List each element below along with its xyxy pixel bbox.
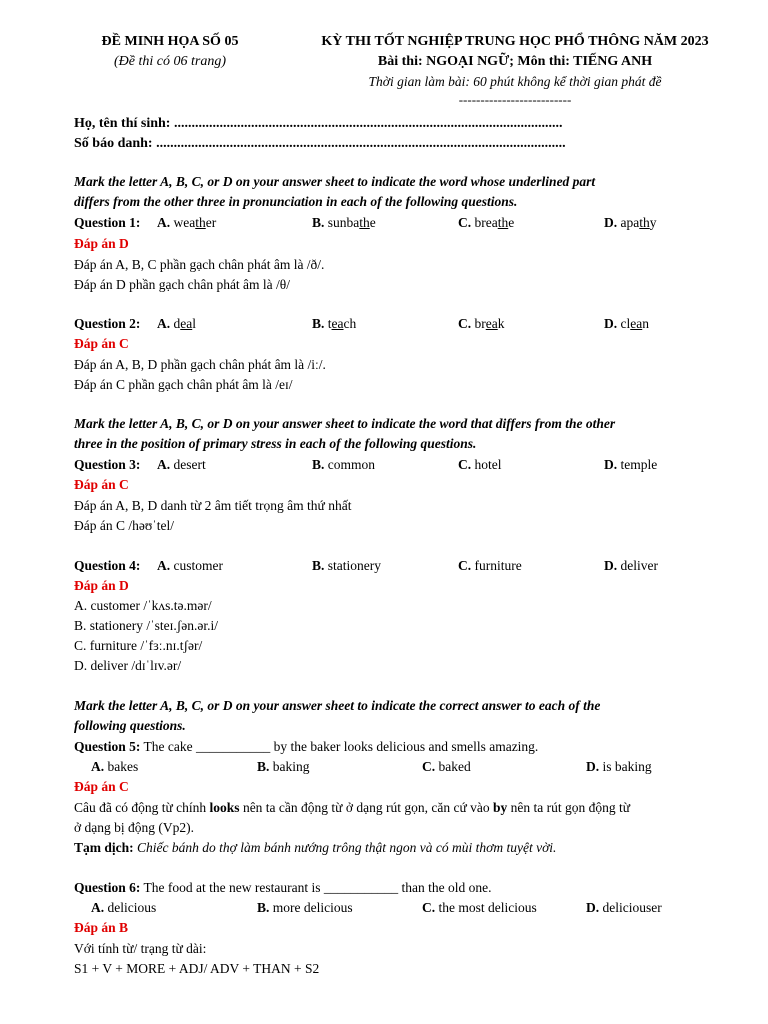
q2-option-c: C. break <box>458 316 505 331</box>
q6-answer: Đáp án B <box>74 920 129 935</box>
q2-option-b: B. teach <box>312 316 357 331</box>
header-divider: -------------------------- <box>458 92 572 107</box>
q5-explanation-2: ở dạng bị động (Vp2). <box>74 820 194 835</box>
q4-explanation-4: D. deliver /dɪˈlɪv.ər/ <box>74 658 182 673</box>
exam-title: KỲ THI TỐT NGHIỆP TRUNG HỌC PHỔ THÔNG NĂM 2023 <box>321 34 709 49</box>
q6-option-c: C. the most delicious <box>422 900 537 915</box>
q1-explanation-1: Đáp án A, B, C phần gạch chân phát âm là /ð/. <box>74 257 325 272</box>
q2-stem: Question 2: <box>74 316 141 331</box>
q5-option-b: B. baking <box>257 759 310 774</box>
q4-option-c: C. furniture <box>458 558 522 573</box>
section2-instruction-line1: Mark the letter A, B, C, or D on your answer sheet to indicate the word that differs from the other <box>74 416 616 431</box>
section3-instruction-line1: Mark the letter A, B, C, or D on your answer sheet to indicate the correct answer to each of the <box>74 698 601 713</box>
time-note: Thời gian làm bài: 60 phút không kể thời gian phát đề <box>368 74 662 89</box>
q1-explanation-2: Đáp án D phần gạch chân phát âm là /θ/ <box>74 277 291 292</box>
q4-explanation-2: B. stationery /ˈsteɪ.ʃən.ər.i/ <box>74 618 218 633</box>
q4-option-d: D. deliver <box>604 558 658 573</box>
q6-explanation-1: Với tính từ/ trạng từ dài: <box>74 941 207 956</box>
q3-explanation-2: Đáp án C /həʊˈtel/ <box>74 518 175 533</box>
candidate-name-row <box>74 116 562 132</box>
q5-option-a: A. bakes <box>91 759 139 774</box>
q6-option-a: A. delicious <box>91 900 157 915</box>
candidate-id-label: Số báo danh: <box>74 136 153 151</box>
q2-explanation-2: Đáp án C phần gạch chân phát âm là /eɪ/ <box>74 377 293 392</box>
section2-instruction-line2: three in the position of primary stress in each of the following questions. <box>74 436 477 451</box>
q3-explanation-1: Đáp án A, B, D danh từ 2 âm tiết trọng âm thứ nhất <box>74 498 352 513</box>
q3-option-a: A. desert <box>157 457 206 472</box>
q3-option-c: C. hotel <box>458 457 502 472</box>
q5-stem: Question 5: The cake ___________ by the baker looks delicious and smells amazing. <box>74 739 539 754</box>
q4-explanation-3: C. furniture /ˈfɜː.nɪ.tʃər/ <box>74 638 203 653</box>
q5-option-d: D. is baking <box>586 759 652 774</box>
q4-explanation-1: A. customer /ˈkʌs.tə.mər/ <box>74 598 212 613</box>
q4-option-a: A. customer <box>157 558 223 573</box>
section1-instruction-line1: Mark the letter A, B, C, or D on your answer sheet to indicate the word whose underlined part <box>74 174 596 189</box>
q1-stem: Question 1: <box>74 215 141 230</box>
q3-option-b: B. common <box>312 457 376 472</box>
q4-answer: Đáp án D <box>74 578 129 593</box>
q6-stem: Question 6: The food at the new restaurant is ___________ than the old one. <box>74 880 492 895</box>
q6-blank: ___________ <box>323 880 399 895</box>
q5-explanation-1: Câu đã có động từ chính looks nên ta cần động từ ở dạng rút gọn, căn cứ vào by nên ta rút gọn động từ <box>74 800 631 815</box>
q2-option-a: A. deal <box>157 316 196 331</box>
candidate-id-row <box>74 136 566 152</box>
q6-option-d: D. deliciouser <box>586 900 662 915</box>
q2-option-d: D. clean <box>604 316 649 331</box>
q5-translation: Tạm dịch: Chiếc bánh do thợ làm bánh nướng trông thật ngon và có mùi thơm tuyệt vời. <box>74 840 557 855</box>
page-count-note: (Đề thi có 06 trang) <box>114 54 226 69</box>
q1-option-c: C. breathe <box>458 215 515 230</box>
q4-option-b: B. stationery <box>312 558 382 573</box>
candidate-name-dots: ............................................................................................................... <box>170 116 563 131</box>
q1-option-b: B. sunbathe <box>312 215 376 230</box>
q5-option-c: C. baked <box>422 759 471 774</box>
q3-answer: Đáp án C <box>74 477 129 492</box>
q4-stem: Question 4: <box>74 558 141 573</box>
q5-blank: ___________ <box>196 739 271 754</box>
subject-line: Bài thi: NGOẠI NGỮ; Môn thi: TIẾNG ANH <box>377 54 653 69</box>
q6-explanation-2: S1 + V + MORE + ADJ/ ADV + THAN + S2 <box>74 961 320 976</box>
q1-option-d: D. apathy <box>604 215 657 230</box>
q5-answer: Đáp án C <box>74 779 129 794</box>
q1-answer: Đáp án D <box>74 236 129 251</box>
q2-explanation-1: Đáp án A, B, D phần gạch chân phát âm là /iː/. <box>74 357 326 372</box>
section1-instruction-line2: differs from the other three in pronunciation in each of the following questions. <box>74 194 518 209</box>
exam-code: ĐỀ MINH HỌA SỐ 05 <box>101 34 239 49</box>
q3-option-d: D. temple <box>604 457 658 472</box>
q1-option-a: A. weather <box>157 215 217 230</box>
candidate-name-label: Họ, tên thí sinh: <box>74 116 171 131</box>
q3-stem: Question 3: <box>74 457 141 472</box>
q2-answer: Đáp án C <box>74 336 129 351</box>
q6-option-b: B. more delicious <box>257 900 353 915</box>
section3-instruction-line2: following questions. <box>74 718 186 733</box>
candidate-id-dots: ..................................................................................................................... <box>152 136 566 151</box>
